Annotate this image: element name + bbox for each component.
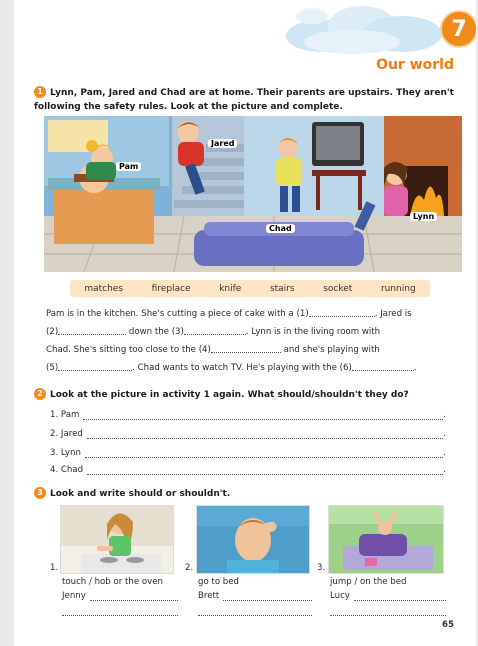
word-item: fireplace	[151, 283, 191, 294]
gap-5[interactable]	[58, 361, 132, 371]
word-item: socket	[323, 283, 353, 294]
label-pam: Pam	[116, 162, 141, 171]
prompt-1: touch / hob or the oven	[62, 577, 163, 587]
label-jared: Jared	[208, 139, 237, 148]
label-lynn: Lynn	[410, 212, 437, 221]
label-chad: Chad	[266, 224, 295, 233]
activity-3-number: 3	[34, 487, 46, 499]
picture-number-1: 1.	[50, 563, 59, 573]
picture-number-3: 3.	[317, 563, 326, 573]
word-item: knife	[219, 283, 242, 294]
answer-brett[interactable]: Brett	[198, 591, 312, 601]
picture-number-2: 2.	[185, 563, 194, 573]
answer-line-extra-2[interactable]	[198, 614, 312, 616]
activity-1-instruction: 1 Lynn, Pam, Jared and Chad are at home. Their parents are upstairs. They aren't following the safety rules. Look at the picture and complete.	[34, 87, 454, 112]
photo-lucy-bed	[328, 505, 444, 574]
gap-1[interactable]	[309, 307, 375, 317]
answer-line-chad[interactable]: 4. Chad .	[50, 465, 446, 475]
activity-1-number: 1	[34, 86, 46, 98]
photo-jenny-hob	[60, 505, 174, 574]
answer-lucy[interactable]: Lucy	[330, 591, 446, 601]
gap-6[interactable]	[352, 361, 414, 371]
gap-3[interactable]	[184, 325, 246, 335]
activity-2-instruction: 2 Look at the picture in activity 1 again. What should/shouldn't they do?	[34, 388, 409, 402]
unit-title: Our world	[376, 57, 454, 73]
word-item: stairs	[269, 283, 295, 294]
word-item: running	[380, 283, 416, 294]
answer-line-pam[interactable]: 1. Pam .	[50, 410, 446, 420]
unit-number-badge: 7	[440, 10, 476, 48]
answer-jenny[interactable]: Jenny	[62, 591, 178, 601]
page-number: 65	[442, 620, 454, 630]
gap-2[interactable]	[58, 325, 126, 335]
home-scene-illustration	[44, 116, 462, 272]
workbook-page	[14, 0, 476, 646]
activity-3-instruction: 3 Look and write should or shouldn't.	[34, 487, 230, 501]
gap-4[interactable]	[211, 343, 281, 353]
answer-line-extra-3[interactable]	[330, 614, 446, 616]
prompt-2: go to bed	[198, 577, 240, 587]
answer-line-lynn[interactable]: 3. Lynn .	[50, 448, 446, 458]
photo-brett-bed	[196, 505, 310, 574]
answer-line-extra-1[interactable]	[62, 614, 178, 616]
prompt-3: jump / on the bed	[330, 577, 407, 587]
word-item: matches	[84, 283, 124, 294]
answer-line-jared[interactable]: 2. Jared .	[50, 429, 446, 439]
activity-2-number: 2	[34, 388, 46, 400]
word-box	[70, 280, 430, 297]
cloze-paragraph: Pam is in the kitchen. She's cutting a piece of cake with a (1) . Jared is (2) down the (3) . Lynn is in the living room with Chad. She's sitting too close to the (4) and she's playing with (5) . Chad wants to watch TV. He's playing with the (6) .	[46, 309, 417, 373]
